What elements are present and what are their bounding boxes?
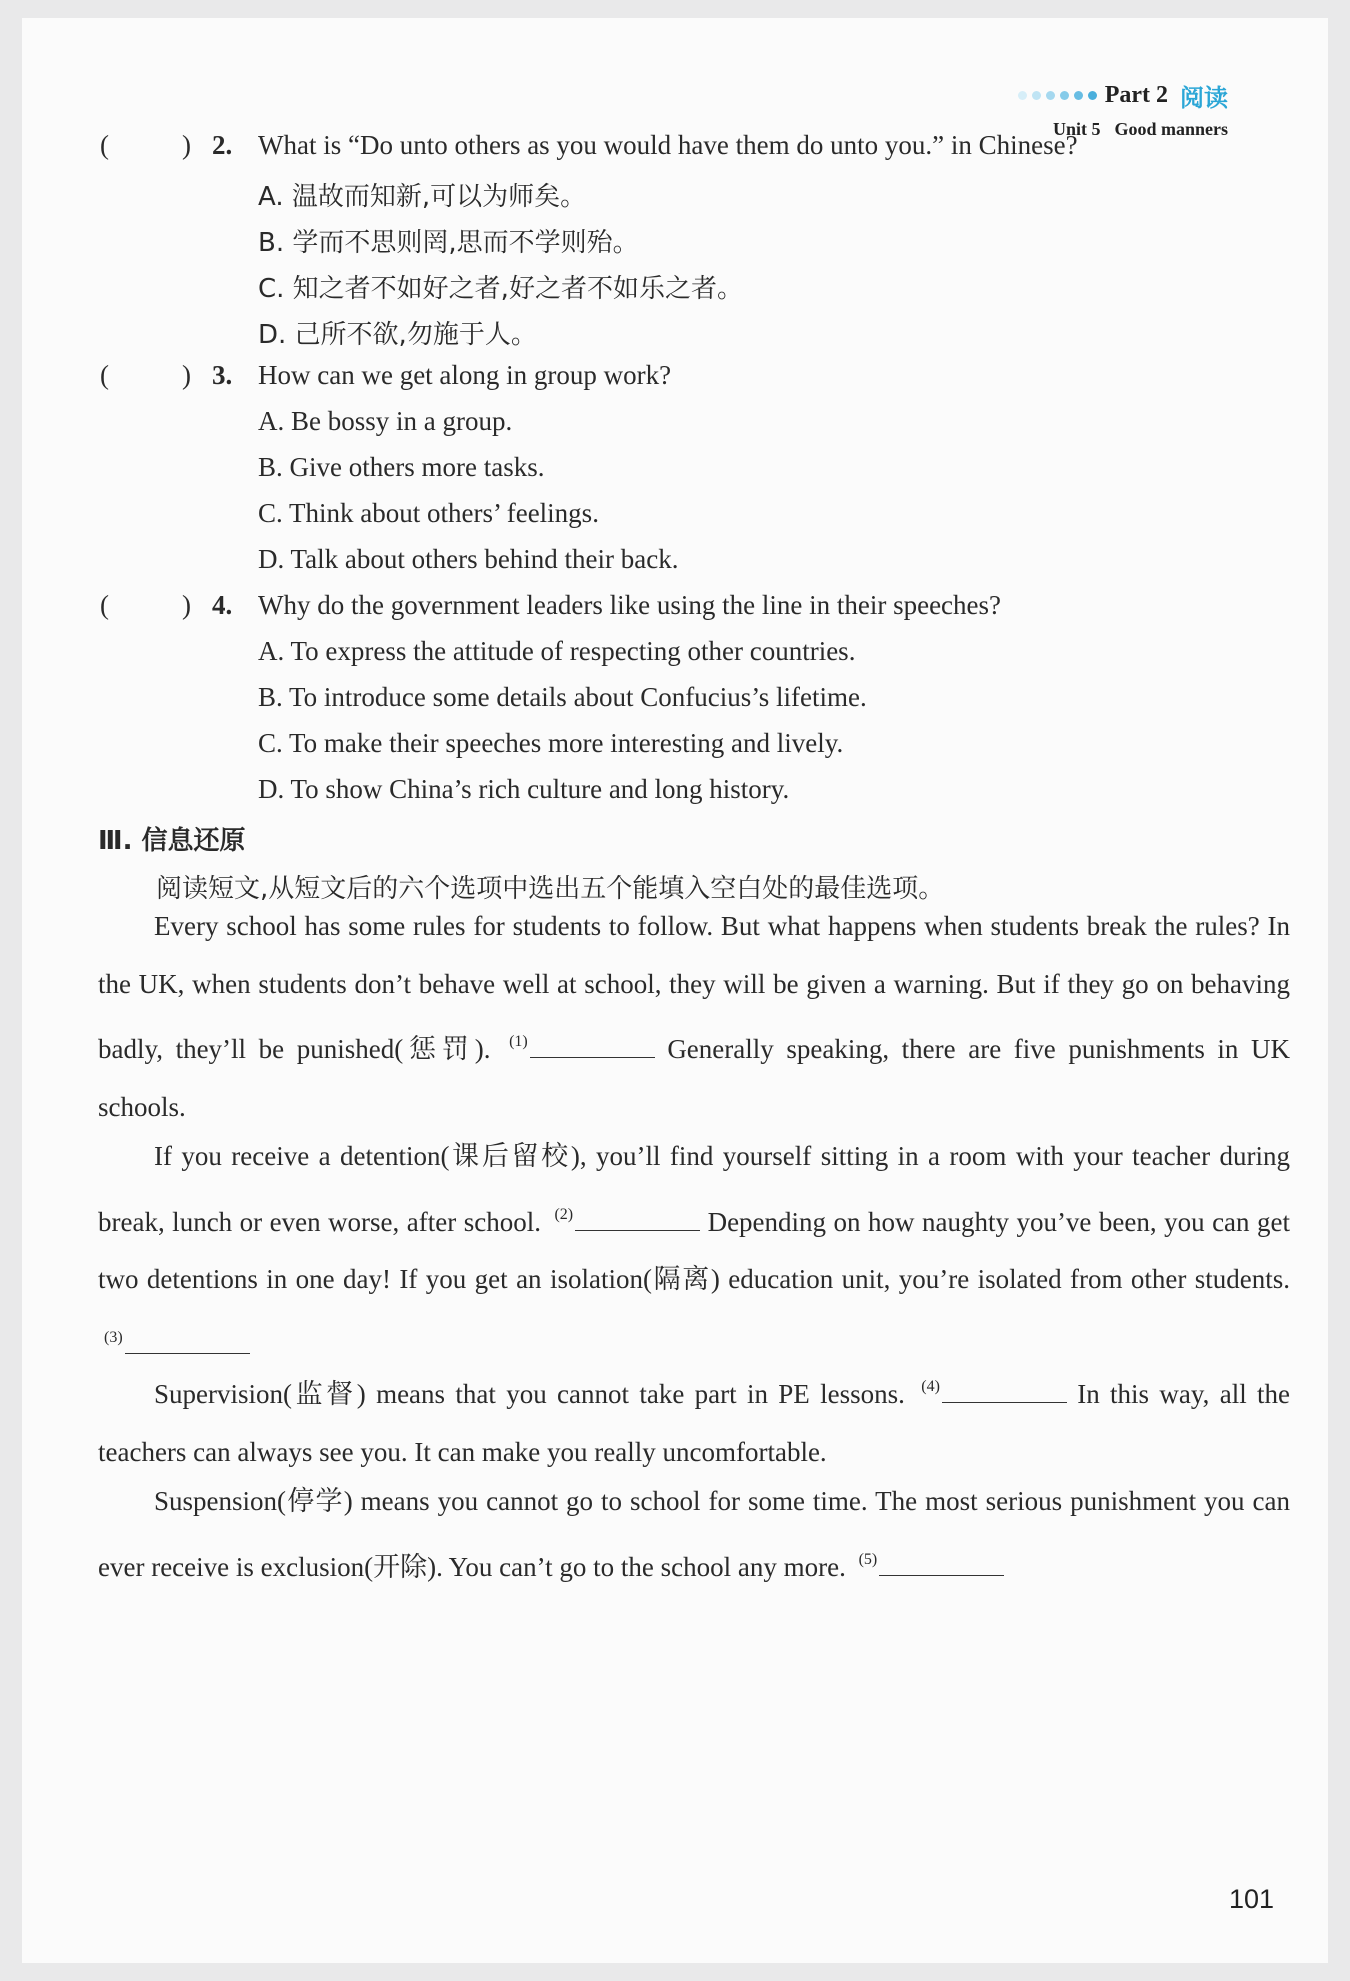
option-b: B. To introduce some details about Confucius’s lifetime. xyxy=(258,682,867,712)
dot-icon xyxy=(1032,91,1041,100)
passage-text: Generally speaking, there are five punishments in UK schools. xyxy=(98,1034,1291,1122)
dot-icon xyxy=(1046,91,1055,100)
page xyxy=(22,18,1328,1963)
passage-paragraph-1 xyxy=(98,898,1290,1136)
passage-text: In this way, all the teachers can always see you. It can make you really uncomfortable. xyxy=(98,1379,1291,1467)
option-a: A. To express the attitude of respecting other countries. xyxy=(258,636,856,666)
dot-icon xyxy=(1088,91,1097,100)
passage-paragraph-4 xyxy=(98,1473,1290,1596)
dot-icon xyxy=(1074,91,1083,100)
passage-text: Depending on how naughty you’ve been, you can get two detentions in one day! If you get an isolation(隔离) education unit, you’re isolated from other students. xyxy=(98,1206,1290,1294)
blank-number: (1) xyxy=(509,1033,528,1050)
answer-blank xyxy=(942,1401,1067,1403)
passage-paragraph-3 xyxy=(98,1358,1290,1481)
dot-icon xyxy=(1060,91,1069,100)
part-label: Part 2 xyxy=(1104,82,1168,108)
answer-paren-close: ) xyxy=(182,590,191,620)
option-b: B. 学而不思则罔,思而不学则殆。 xyxy=(258,228,639,258)
dot-icon xyxy=(1018,91,1027,100)
blank-number: (3) xyxy=(104,1328,123,1346)
section-instruction: 阅读短文,从短文后的六个选项中选出五个能填入空白处的最佳选项。 xyxy=(156,874,945,904)
answer-blank xyxy=(879,1574,1004,1576)
question-number: 2. xyxy=(212,130,233,160)
decorative-dots xyxy=(1018,91,1097,100)
question-text: Why do the government leaders like using the line in their speeches? xyxy=(258,590,1002,620)
blank-number: (5) xyxy=(858,1550,878,1568)
unit-title: Good manners xyxy=(1114,119,1228,139)
option-d: D. To show China’s rich culture and long history. xyxy=(258,774,790,804)
passage-text: If you receive a detention(课后留校), you’ll find yourself sitting in a room with your teacher during break, lunch or even worse, after school. xyxy=(98,1141,1290,1237)
part-chinese-label: 阅读 xyxy=(1180,84,1228,112)
answer-paren-open: ( xyxy=(100,130,109,160)
option-c: C. 知之者不如好之者,好之者不如乐之者。 xyxy=(258,274,743,304)
option-d: D. 己所不欲,勿施于人。 xyxy=(258,320,537,350)
blank-number: (4) xyxy=(921,1378,940,1395)
option-c: C. To make their speeches more interesting and lively. xyxy=(258,728,844,758)
option-a: A. 温故而知新,可以为师矣。 xyxy=(258,182,587,212)
option-d: D. Talk about others behind their back. xyxy=(258,544,679,574)
answer-blank xyxy=(530,1056,655,1058)
passage-paragraph-2 xyxy=(98,1128,1290,1374)
option-c: C. Think about others’ feelings. xyxy=(258,498,599,528)
question-text: How can we get along in group work? xyxy=(258,360,672,390)
question-text: What is “Do unto others as you would have them do unto you.” in Chinese? xyxy=(258,130,1078,160)
option-b: B. Give others more tasks. xyxy=(258,452,545,482)
passage-text: Suspension(停学) means you cannot go to school for some time. The most serious punishment you can ever receive is exclusion(开除). You can’t go to the school any more. xyxy=(98,1486,1290,1582)
answer-paren-open: ( xyxy=(100,360,109,390)
page-number: 101 xyxy=(1228,1884,1274,1914)
answer-paren-close: ) xyxy=(182,130,191,160)
passage-text: Supervision(监督) means that you cannot take part in PE lessons. xyxy=(154,1379,905,1409)
answer-paren-close: ) xyxy=(182,360,191,390)
question-number: 4. xyxy=(212,590,233,620)
unit-label: Unit 5 xyxy=(1052,119,1101,139)
question-number: 3. xyxy=(212,360,233,390)
blank-number: (2) xyxy=(554,1205,574,1223)
answer-blank xyxy=(575,1229,700,1231)
passage-text: Every school has some rules for students to follow. But what happens when students break the rules? In the UK, when students don’t behave well at school, they will be given a warning. But if they go on behaving badly, they’ll be punished(惩罚). xyxy=(98,911,1290,1064)
answer-paren-open: ( xyxy=(100,590,109,620)
section-title: Ⅲ. 信息还原 xyxy=(98,826,246,856)
answer-blank xyxy=(125,1352,250,1354)
option-a: A. Be bossy in a group. xyxy=(258,406,513,436)
